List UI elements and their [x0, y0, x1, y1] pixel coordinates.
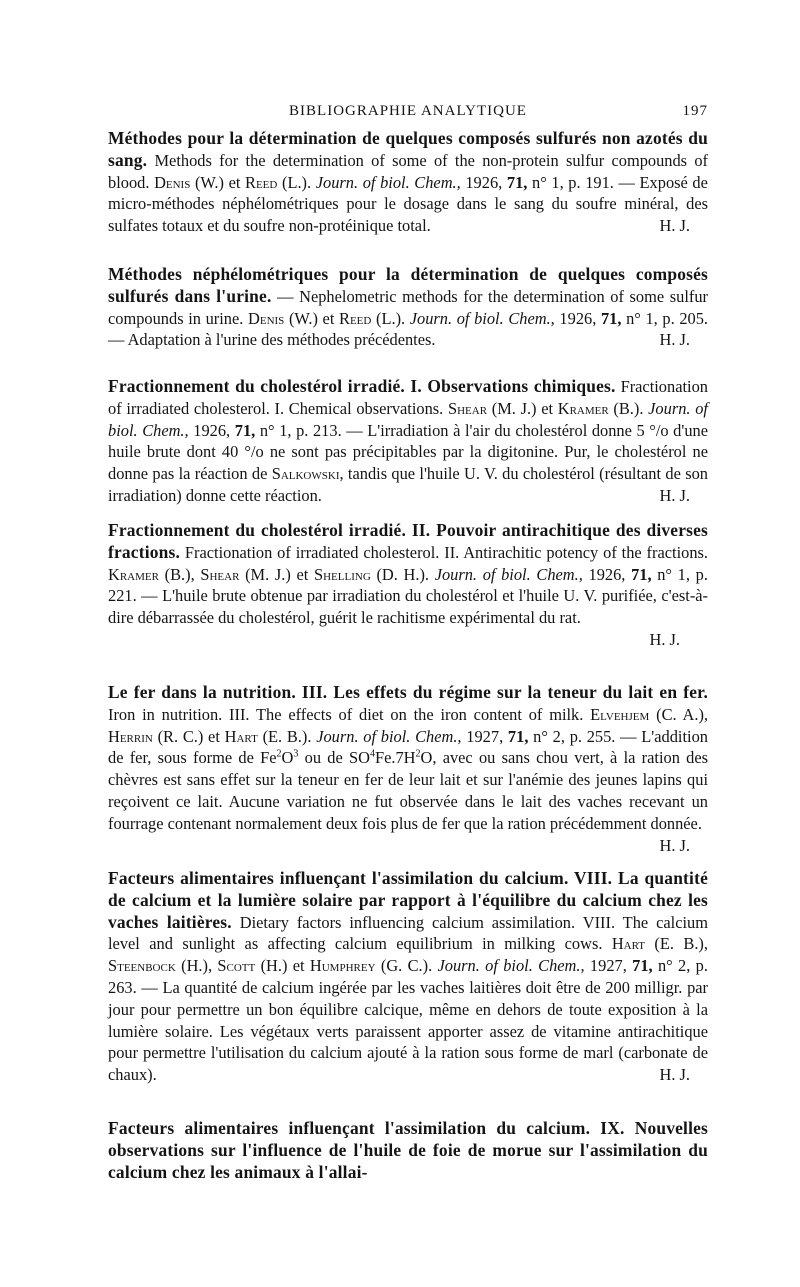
reference-volume: 71,: [631, 564, 652, 584]
author-initials: (H.) et: [260, 956, 305, 976]
author-name: Hart: [224, 726, 258, 746]
entry-summary: Adaptation à l'urine des méthodes précédentes.: [127, 330, 436, 350]
entry-signature: H. J.: [659, 330, 690, 350]
reference-pages: n° 1, p. 205. —: [108, 308, 709, 350]
reference-pages: n° 1, p. 213. —: [259, 420, 363, 440]
reference-year: 1926,: [193, 420, 231, 440]
abstract-entry: [108, 520, 708, 651]
entry-english-title: Fractionation of irradiated cholesterol. I. Chemical observations.: [108, 377, 708, 418]
entry-summary: L'irradiation à l'air du cholestérol donne 5 °/o d'une huile brute dont 40 °/o ne sont pas précipitables par la digitonine. Pur, le cholestérol ne donne pas la réaction de: [108, 420, 708, 484]
author-initials: (E. B.),: [654, 934, 708, 954]
entry-text: [108, 1118, 708, 1183]
author-initials: (L.).: [281, 172, 312, 192]
entry-title: Facteurs alimentaires influençant l'assimilation du calcium. IX. Nouvelles observations sur l'influence de l'huile de foie de morue sur l'assimilation du calcium chez les animaux à l'allai-: [108, 1118, 708, 1182]
entry-summary: O: [281, 748, 294, 768]
reference-volume: 71,: [632, 956, 653, 976]
reference-pages: n° 2, p. 255. —: [533, 726, 637, 746]
entry-text: [108, 264, 708, 351]
entry-english-title: Fractionation of irradiated cholesterol. II. Antirachitic potency of the fractions.: [184, 542, 708, 562]
author-name: Elvehjem: [590, 704, 650, 724]
running-head: [108, 103, 708, 123]
entry-english-title: Dietary factors influencing calcium assimilation. VIII. The calcium level and sunlight as affecting calcium equilibrium in milking cows.: [108, 912, 708, 954]
reference-year: 1926,: [588, 564, 626, 584]
superscript: 3: [293, 748, 299, 760]
reference-year: 1927,: [589, 956, 627, 976]
author-initials: (M. J.) et: [491, 398, 554, 418]
reference-pages: n° 1, p. 191. —: [532, 172, 635, 192]
entry-summary: ou de SO: [304, 748, 370, 768]
author-name: Denis: [248, 308, 285, 328]
reference-year: 1927,: [466, 726, 504, 746]
author-name: Reed: [245, 172, 278, 192]
entry-title: Facteurs alimentaires influençant l'assimilation du calcium. VIII. La quantité de calcium et la lumière solaire par rapport à l'équilibre du calcium chez les vaches laitières.: [108, 868, 708, 932]
entry-title: Le fer dans la nutrition. III. Les effets du régime sur la teneur du lait en fer.: [108, 682, 708, 702]
reference-volume: 71,: [507, 726, 529, 746]
entry-text: [108, 868, 708, 1086]
entry-summary: Fe.7H: [374, 748, 416, 768]
page-number: 197: [682, 103, 708, 119]
author-initials: (W.) et: [194, 172, 241, 192]
author-name: Herrin: [108, 726, 153, 746]
author-name: Kramer: [557, 398, 609, 418]
entry-text: [108, 376, 708, 507]
author-name: Shear: [200, 564, 240, 584]
abstract-entry: [108, 128, 708, 237]
author-name: Denis: [154, 172, 191, 192]
author-initials: (W.) et: [288, 308, 335, 328]
entry-signature: H. J.: [649, 629, 680, 649]
entry-summary: tandis que l'huile U. V. du cholestérol (résultant de son irradiation) donne cette réaction.: [108, 464, 708, 505]
entry-english-title: — Nephelometric methods for the determination of some sulfur compounds in urine.: [108, 286, 709, 328]
journal-name: Journ. of biol. Chem.,: [315, 172, 461, 192]
author-initials: (C. A.),: [656, 704, 708, 724]
entry-text: [108, 682, 708, 855]
journal-name: Journ. of biol. Chem.,: [108, 398, 708, 440]
entry-text: [108, 520, 708, 629]
entry-signature: H. J.: [659, 835, 690, 855]
entry-english-title: Methods for the determination of some of the non-protein sulfur compounds of blood.: [108, 150, 708, 192]
abstract-entry: [108, 868, 708, 1086]
journal-name: Journ. of biol. Chem.,: [316, 726, 462, 746]
entry-title: Fractionnement du cholestérol irradié. II. Pouvoir antirachitique des diverses fractions.: [108, 520, 708, 562]
author-initials: (D. H.).: [376, 564, 430, 584]
author-name: Reed: [339, 308, 372, 328]
superscript: 2: [415, 748, 421, 760]
reference-year: 1926,: [559, 308, 597, 328]
entry-summary: L'addition de fer, sous forme de Fe: [108, 726, 708, 768]
journal-name: Journ. of biol. Chem.,: [434, 564, 583, 584]
reference-volume: 71,: [600, 308, 622, 328]
entry-title: Méthodes néphélométriques pour la détermination de quelques composés sulfurés dans l'urine.: [108, 264, 708, 306]
author-name: Humphrey: [309, 956, 376, 976]
author-name: Shear: [447, 398, 488, 418]
author-initials: (L.).: [376, 308, 406, 328]
entry-signature: H. J.: [659, 216, 690, 236]
entry-signature: H. J.: [659, 1065, 690, 1085]
author-name: Kramer: [108, 564, 159, 584]
abstract-entry: [108, 682, 708, 856]
author-initials: (H.),: [181, 956, 213, 976]
author-initials: (E. B.).: [262, 726, 312, 746]
running-head-title: BIBLIOGRAPHIE ANALYTIQUE: [289, 103, 527, 119]
superscript: 2: [276, 748, 282, 760]
entry-title: Fractionnement du cholestérol irradié. I. Observations chimiques.: [108, 376, 616, 396]
entry-text: [108, 128, 708, 237]
reference-pages: n° 2, p. 263. —: [108, 956, 708, 997]
author-name: Steenbock: [108, 956, 176, 976]
reference-year: 1926,: [465, 172, 503, 192]
author-name: Hart: [611, 934, 646, 954]
author-initials: (R. C.) et: [157, 726, 220, 746]
author-initials: (M. J.) et: [245, 564, 309, 584]
author-name: Shelling: [314, 564, 371, 584]
superscript: 4: [369, 748, 375, 760]
entry-summary: Exposé de micro-méthodes néphélométriques pour le dosage dans le sang du soufre minéral, des sulfates totaux et du soufre non-protéinique total.: [108, 172, 708, 236]
reference-volume: 71,: [234, 420, 256, 440]
abstract-entry: [108, 264, 708, 351]
journal-name: Journ. of biol. Chem.,: [409, 308, 555, 328]
author-initials: (G. C.).: [380, 956, 433, 976]
journal-name: Journ. of biol. Chem.,: [437, 956, 585, 976]
author-initials: (B.).: [613, 398, 644, 418]
entry-english-title: Iron in nutrition. III. The effects of diet on the iron content of milk.: [108, 704, 584, 724]
reference-volume: 71,: [506, 172, 528, 192]
entry-signature: H. J.: [659, 485, 690, 505]
reference-pages: n° 1, p. 221. —: [108, 564, 708, 606]
entry-summary: La quantité de calcium ingérée par les vaches laitières doit être de 200 milligr. par jour pour permettre un bon équilibre calcique, même en dehors de toute exposition à la lumière solaire. Les végétaux verts paraissent apporter assez de vitamine antirachitique pour permettre l'utilisation du calcium ajouté à la ration sous forme de marl (carbonate de chaux).: [108, 977, 708, 1085]
entry-summary: L'huile brute obtenue par irradiation du cholestérol et l'huile U. V. purifiée, c'est-à-dire débarrassée du cholestérol, guérit le rachitisme expérimental du rat.: [108, 586, 709, 628]
entry-title: Méthodes pour la détermination de quelques composés sulfurés non azotés du sang.: [108, 128, 708, 170]
author-name: Salkowski,: [271, 464, 344, 484]
author-name: Scott: [217, 956, 256, 976]
entry-summary: O, avec ou sans chou vert, à la ration des chèvres est sans effet sur la teneur en fer de leur lait et sur l'anémie des jeunes lapins qui reçoivent ce lait. Aucune variation ne fut observée dans le lait des vaches recevant un fourrage contenant normalement deux fois plus de fer que la ration précédemment donnée.: [108, 748, 708, 833]
abstract-entry: [108, 376, 708, 507]
author-initials: (B.),: [164, 564, 195, 584]
abstract-entry: [108, 1118, 708, 1183]
